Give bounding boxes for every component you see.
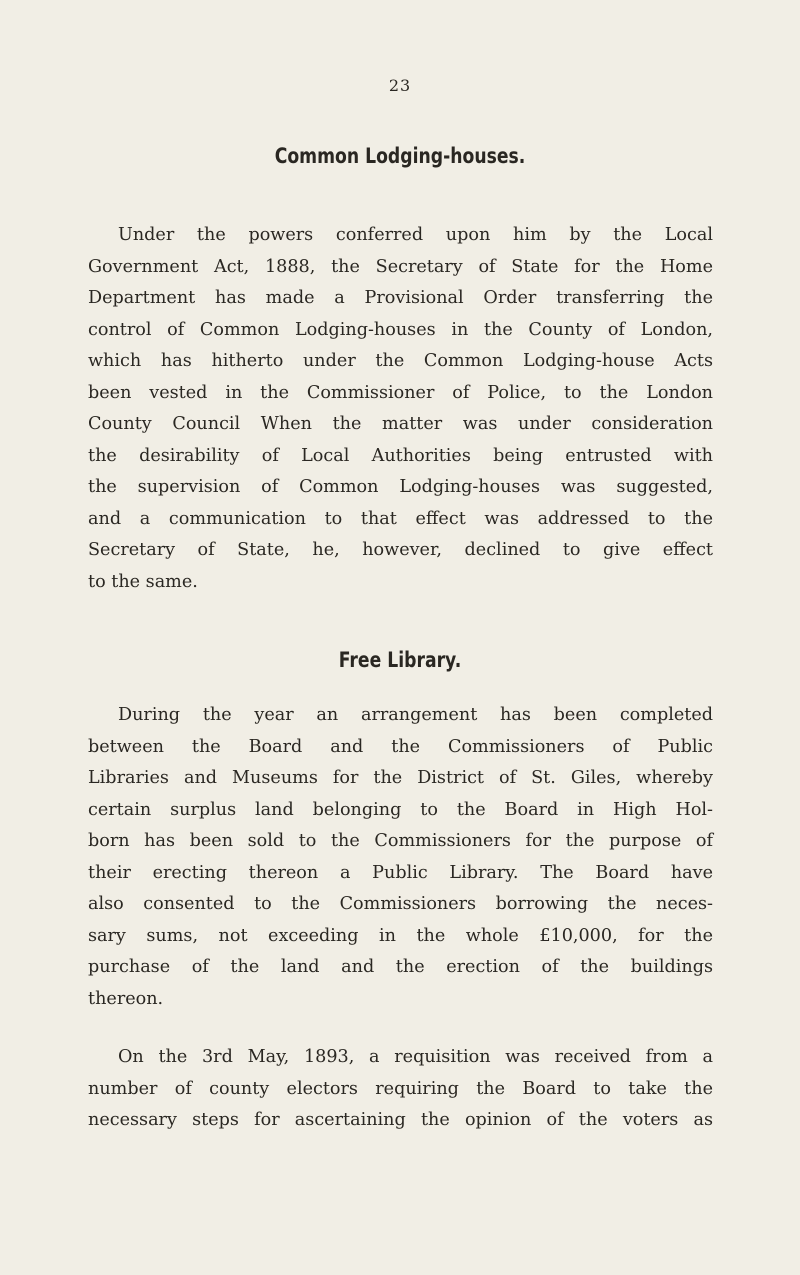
paragraph-requisition bbox=[88, 1042, 713, 1137]
text-line: County Council When the matter was under consideration bbox=[88, 414, 713, 434]
text-line: During the year an arrangement has been completed bbox=[118, 705, 713, 725]
text-line: number of county electors requiring the Board to take the bbox=[88, 1078, 713, 1099]
text-line: Department has made a Provisional Order transferring the bbox=[88, 288, 713, 308]
page-number: 23 bbox=[388, 76, 412, 95]
text-line: On the 3rd May, 1893, a requisition was received from a bbox=[118, 1047, 713, 1067]
text-line: Under the powers conferred upon him by the Local bbox=[118, 225, 713, 245]
text-line: purchase of the land and the erection of the buildings bbox=[88, 957, 713, 977]
text-line: born has been sold to the Commissioners for the purpose of bbox=[88, 831, 713, 851]
section-heading-free-library: Free Library. bbox=[338, 648, 462, 672]
text-line: Secretary of State, he, however, declined to give effect bbox=[88, 540, 713, 560]
text-line: sary sums, not exceeding in the whole £10,000, for the bbox=[88, 925, 713, 946]
text-line: certain surplus land belonging to the Board in High Hol- bbox=[88, 799, 713, 820]
text-line: their erecting thereon a Public Library. The Board have bbox=[88, 862, 713, 883]
text-line: the desirability of Local Authorities being entrusted with bbox=[88, 445, 713, 466]
text-line: Government Act, 1888, the Secretary of State for the Home bbox=[88, 256, 713, 277]
text-line: Libraries and Museums for the District of St. Giles, whereby bbox=[88, 768, 713, 788]
text-line: to the same. bbox=[88, 571, 198, 592]
text-line: between the Board and the Commissioners of Public bbox=[88, 736, 713, 757]
text-line: necessary steps for ascertaining the opinion of the voters as bbox=[88, 1110, 713, 1130]
text-line: also consented to the Commissioners borrowing the neces- bbox=[88, 894, 713, 914]
paragraph-free-library bbox=[88, 700, 713, 1015]
text-line: been vested in the Commissioner of Police, to the London bbox=[88, 382, 713, 403]
text-line: control of Common Lodging-houses in the County of London, bbox=[88, 319, 713, 340]
paragraph-lodging-houses bbox=[88, 220, 713, 598]
text-line: thereon. bbox=[88, 988, 164, 1009]
text-line: the supervision of Common Lodging-houses was suggested, bbox=[88, 477, 713, 497]
section-heading-common-lodging-houses: Common Lodging-houses. bbox=[274, 144, 526, 168]
text-line: and a communication to that effect was addressed to the bbox=[88, 508, 713, 529]
text-line: which has hitherto under the Common Lodging-house Acts bbox=[88, 351, 713, 371]
